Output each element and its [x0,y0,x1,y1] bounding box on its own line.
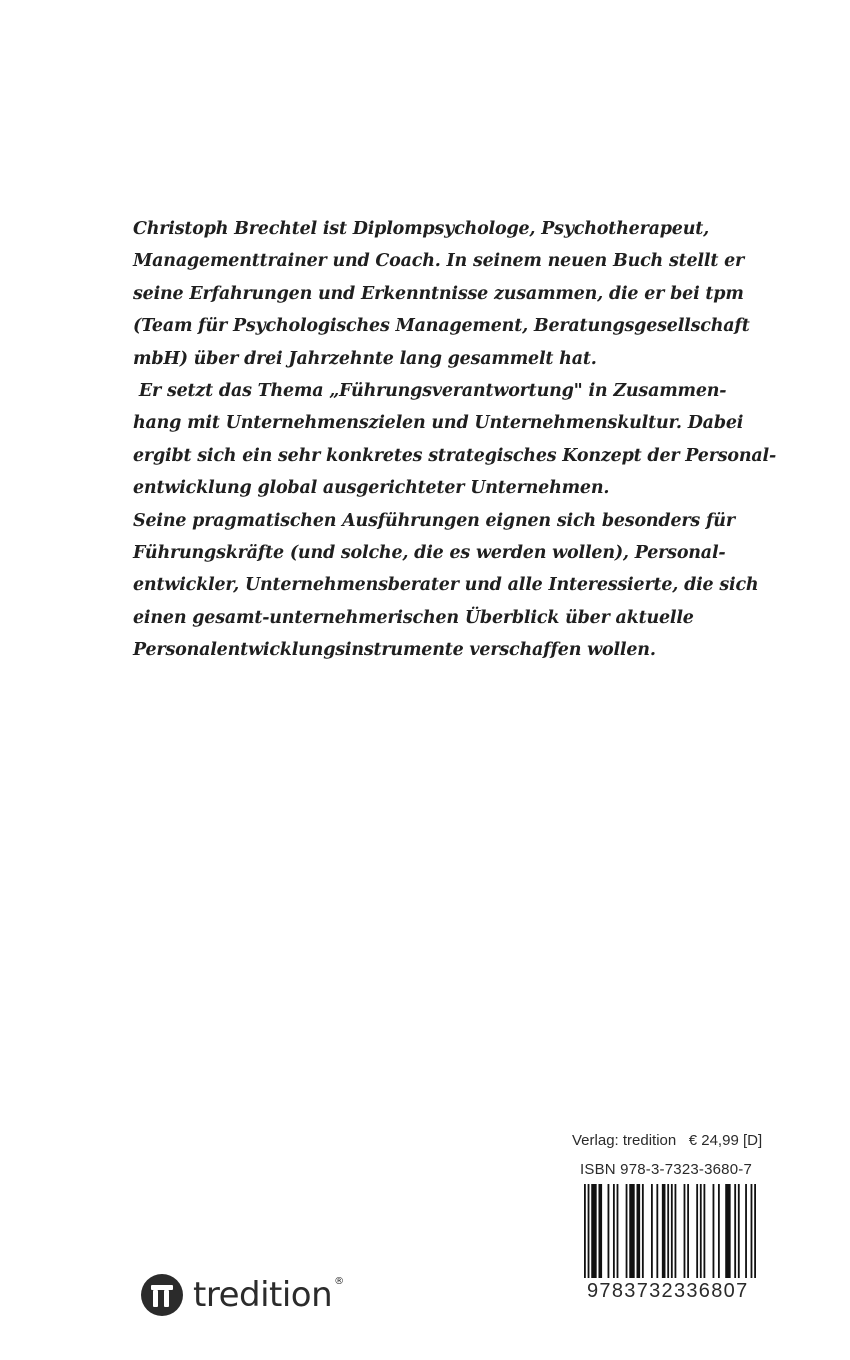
barcode-bar [734,1184,736,1278]
isbn-number: ISBN 978-3-7323-3680-7 [580,1161,753,1178]
barcode-bar [608,1184,610,1278]
tredition-t-logo-icon [140,1273,184,1317]
barcode-bar [591,1184,596,1278]
blurb-line: Christoph Brechtel ist Diplompsychologe, Psychotherapeut, [133,219,710,239]
blurb-line: hang mit Unternehmenszielen und Unternehmenskultur. Dabei [133,413,744,434]
logo-wordmark: tredition [193,1275,333,1315]
barcode-bar [584,1184,586,1278]
blurb-line: entwicklung global ausgerichteter Unternehmen. [133,478,610,499]
isbn-barcode-block [554,1122,784,1310]
blurb-line: Er setzt das Thema „Führungsverantwortung" in Zusammen- [133,381,727,402]
blurb-line: Personalentwicklungsinstrumente verschaffen wollen. [133,640,656,661]
blurb-line: entwickler, Unternehmensberater und alle Interessierte, die sich [133,575,759,596]
barcode-bar [588,1184,590,1278]
barcode-bar [662,1184,666,1278]
barcode-bar [671,1184,673,1278]
barcode-bar [687,1184,689,1278]
barcode-bar [713,1184,715,1278]
barcode-bar [696,1184,698,1278]
blurb-line: (Team für Psychologisches Management, Beratungsgesellschaft [133,316,750,337]
barcode-bar [725,1184,730,1278]
barcode-bar [651,1184,653,1278]
ean-digits: 9783732336807 [587,1280,749,1302]
blurb-line: Seine pragmatischen Ausführungen eignen sich besonders für [133,510,735,531]
publisher-logo [140,1272,344,1318]
back-cover-blurb [133,213,777,667]
barcode-bar [751,1184,753,1278]
barcode-bar [703,1184,705,1278]
publisher-price-line: Verlag: tredition € 24,99 [D] [572,1132,763,1149]
ean-barcode [584,1184,756,1278]
barcode-bar [617,1184,619,1278]
barcode-bar [656,1184,658,1278]
barcode-bar [754,1184,756,1278]
blurb-line: seine Erfahrungen und Erkenntnisse zusammen, die er bei tpm [133,283,744,304]
barcode-bar [667,1184,669,1278]
barcode-bar [642,1184,644,1278]
blurb-line: Managementtrainer und Coach. In seinem neuen Buch stellt er [133,251,745,272]
registered-mark: ® [334,1275,345,1287]
barcode-bar [745,1184,747,1278]
barcode-bar [684,1184,686,1278]
barcode-bar [738,1184,740,1278]
barcode-bar [675,1184,677,1278]
blurb-line: mbH) über drei Jahrzehnte lang gesammelt hat. [133,348,597,369]
barcode-bar [637,1184,641,1278]
barcode-bar [626,1184,628,1278]
barcode-bar [700,1184,702,1278]
blurb-line: einen gesamt-unternehmerischen Überblick über aktuelle [133,607,694,628]
barcode-bar [613,1184,615,1278]
barcode-bar [718,1184,720,1278]
blurb-line: Führungskräfte (und solche, die es werden wollen), Personal- [133,543,726,564]
barcode-bar [629,1184,634,1278]
barcode-bar [598,1184,602,1278]
blurb-line: ergibt sich ein sehr konkretes strategisches Konzept der Personal- [133,445,777,466]
